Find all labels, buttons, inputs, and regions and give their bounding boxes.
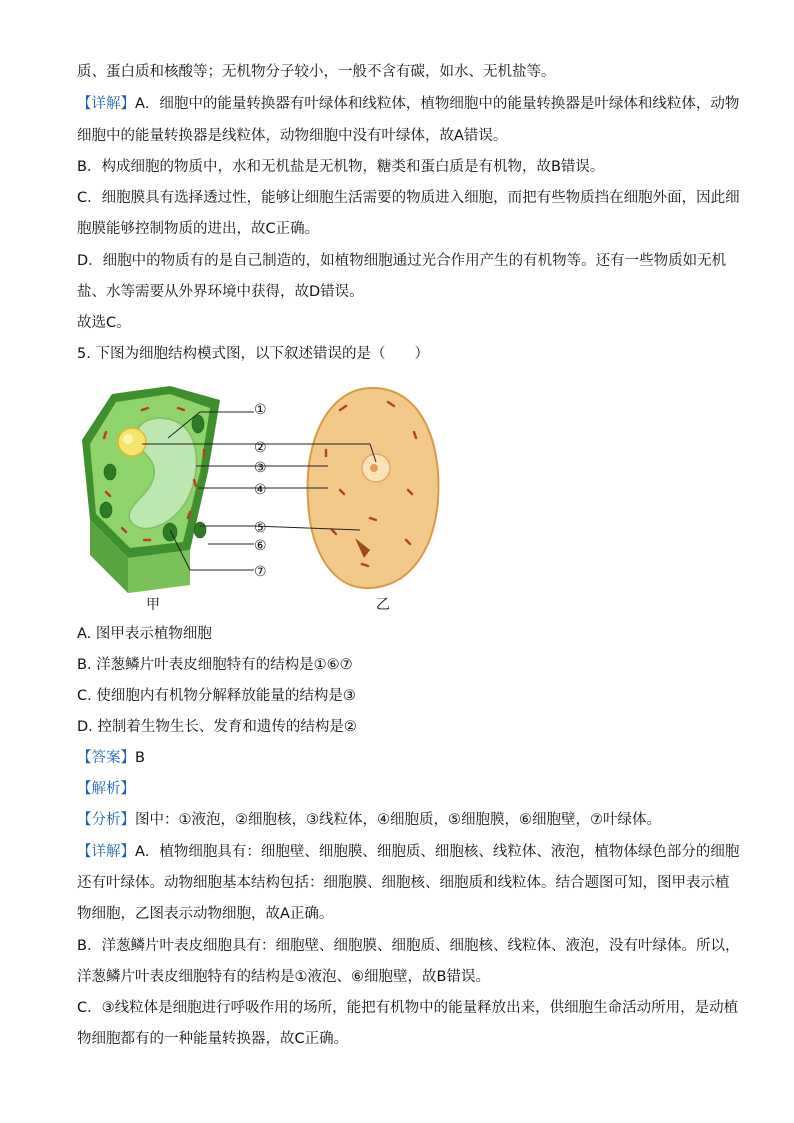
figure-label-yi: 乙 [376,597,390,613]
question-5: 5. 下图为细胞结构模式图，以下叙述错误的是（ ） [77,346,429,362]
option-c: C. 使细胞内有机物分解释放能量的结构是③ [77,688,356,704]
text-line: B．洋葱鳞片叶表皮细胞具有：细胞壁、细胞膜、细胞质、细胞核、线粒体、液泡，没有叶绿体。所以， [77,938,740,954]
cell-structure-figure [70,380,470,620]
text-span: A．植物细胞具有：细胞壁、细胞膜、细胞质、细胞核、线粒体、液泡，植物体绿色部分的细胞 [135,844,740,860]
text-line: 物细胞，乙图表示动物细胞，故A正确。 [77,906,334,922]
text-line: 还有叶绿体。动物细胞基本结构包括：细胞膜、细胞核、细胞质和线粒体。结合题图可知，图甲表示植 [77,875,730,891]
option-d: D. 控制着生物生长、发育和遗传的结构是② [77,719,357,735]
text-span: A．细胞中的能量转换器有叶绿体和线粒体，植物细胞中的能量转换器是叶绿体和线粒体，动物 [135,96,740,112]
fenxi-tag: 【分析】 [77,812,135,828]
text-line: 盐、水等需要从外界环境中获得，故D错误。 [77,284,364,300]
text-line: 物细胞都有的一种能量转换器，故C正确。 [77,1031,349,1047]
figure-label-jia: 甲 [146,597,160,613]
option-b: B. 洋葱鳞片叶表皮细胞特有的结构是①⑥⑦ [77,657,353,673]
detail-line [77,842,739,862]
text-line: 胞膜能够控制物质的进出，故C正确。 [77,221,320,237]
text-span: 图中：①液泡，②细胞核，③线粒体，④细胞质，⑤细胞膜，⑥细胞壁，⑦叶绿体。 [135,812,661,828]
text-line: 故选C。 [77,315,131,331]
text-line: 细胞中的能量转换器是线粒体，动物细胞中没有叶绿体，故A错误。 [77,128,508,144]
callout-3: ③ [254,460,267,476]
fenxi-line [77,810,661,830]
plant-cell [82,386,220,593]
text-line: 洋葱鳞片叶表皮细胞特有的结构是①液泡、⑥细胞壁，故B错误。 [77,969,490,985]
option-a: A. 图甲表示植物细胞 [77,626,212,642]
callout-2: ② [254,440,267,456]
text-line: C．细胞膜具有选择透过性，能够让细胞生活需要的物质进入细胞，而把有些物质挡在细胞外面，因此细 [77,190,740,206]
callout-4: ④ [254,482,267,498]
text-line [77,94,739,114]
text-line: B．构成细胞的物质中，水和无机盐是无机物，糖类和蛋白质是有机物，故B错误。 [77,159,605,175]
callout-7: ⑦ [254,564,267,580]
callout-1: ① [254,402,267,418]
analysis-heading [77,779,135,799]
text-line: C．③线粒体是细胞进行呼吸作用的场所，能把有机物中的能量释放出来，供细胞生命活动所用，是动植 [77,1000,739,1016]
text-line: 质、蛋白质和核酸等；无机物分子较小，一般不含有碳，如水、无机盐等。 [77,64,556,80]
analysis-tag: 【解析】 [77,781,135,797]
callout-5: ⑤ [254,520,267,536]
answer-value: B [135,750,145,766]
detail-tag: 【详解】 [77,844,135,860]
text-line: D．细胞中的物质有的是自己制造的，如植物细胞通过光合作用产生的有机物等。还有一些物质如无机 [77,253,727,269]
cell-diagram-svg [70,380,470,620]
callout-6: ⑥ [254,538,267,554]
detail-tag: 【详解】 [77,96,135,112]
answer-line [77,748,145,768]
answer-tag: 【答案】 [77,750,135,766]
